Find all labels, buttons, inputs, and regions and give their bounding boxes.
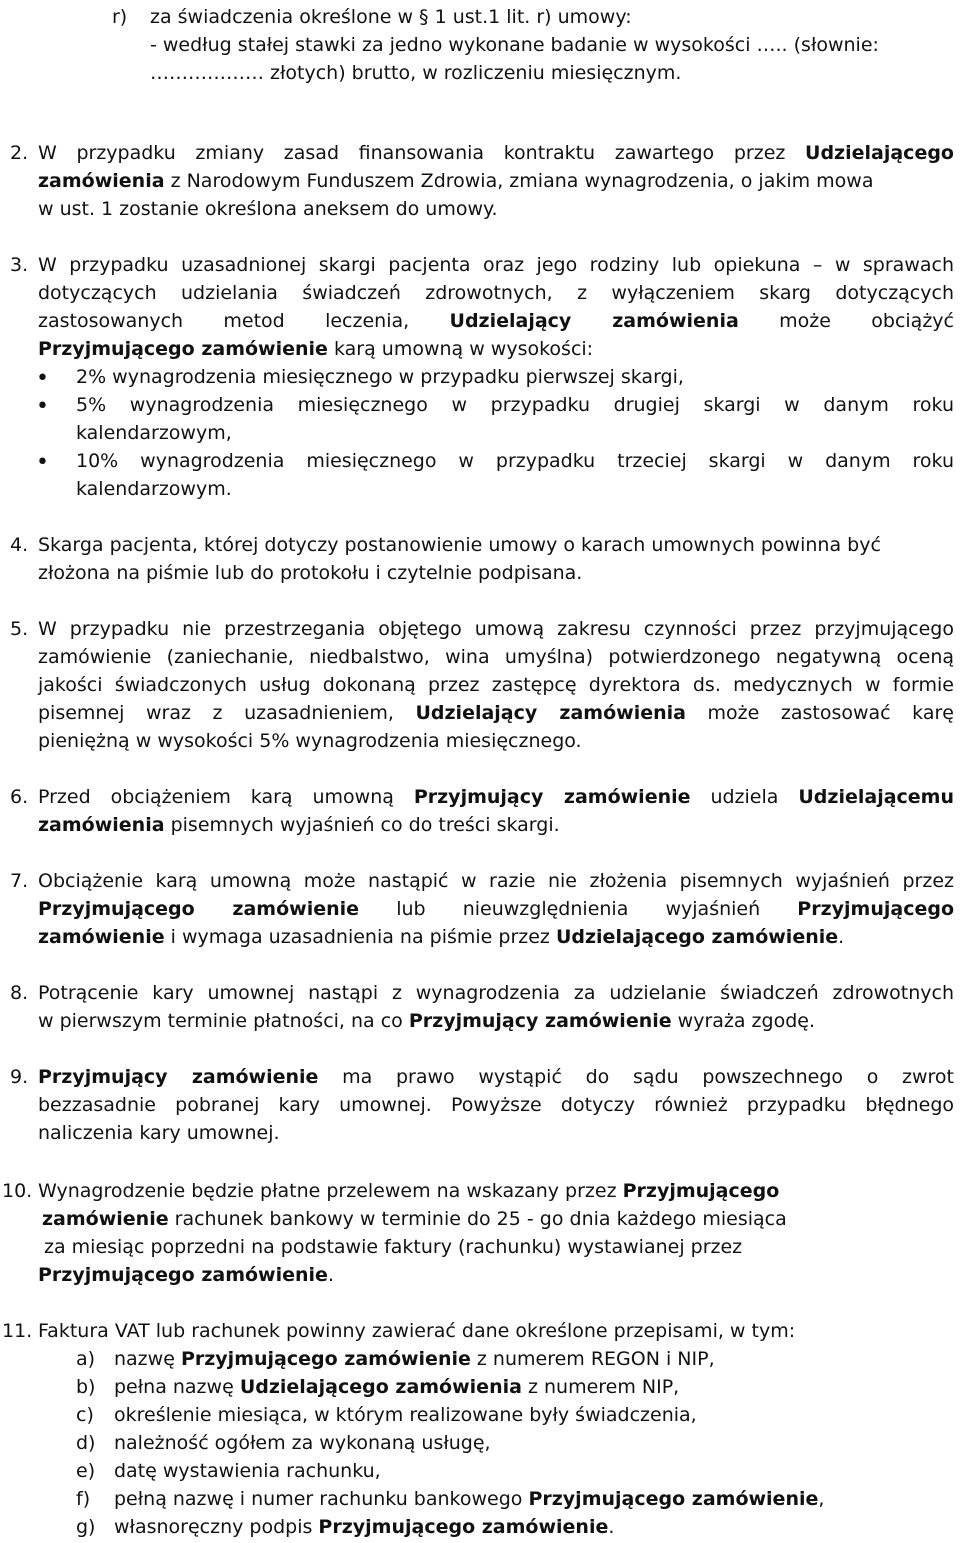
clause-r-line-2: - według stałej stawki za jedno wykonane badanie w wysokości ….. (słownie: <box>150 34 879 56</box>
paragraph-7-line-1: Obciążenie karą umowną może nastąpić w razie nie złożenia pisemnych wyjaśnień przez <box>38 870 954 892</box>
invoice-item-e: datę wystawienia rachunku, <box>114 1460 381 1482</box>
paragraph-3-line-2: dotyczących udzielania świadczeń zdrowotnych, z wyłączeniem skarg dotyczących <box>38 282 954 304</box>
bullet-icon: • <box>36 450 49 475</box>
invoice-item-d-marker: d) <box>76 1432 96 1454</box>
paragraph-8-line-2: w pierwszym terminie płatności, na co Przyjmujący zamówienie wyraża zgodę. <box>38 1010 816 1032</box>
list-marker-r: r) <box>112 6 128 28</box>
paragraph-5-line-3: jakości świadczonych usług dokonaną przez zastępcę dyrektora ds. medycznych w formie <box>38 674 954 696</box>
paragraph-4-line-2: złożona na piśmie lub do protokołu i czytelnie podpisana. <box>38 562 583 584</box>
paragraph-8-number: 8. <box>10 982 29 1004</box>
invoice-item-g-marker: g) <box>76 1516 96 1538</box>
invoice-item-b: pełna nazwę Udzielającego zamówienia z numerem NIP, <box>114 1376 680 1398</box>
paragraph-5-line-4: pisemnej wraz z uzasadnieniem, Udzielający zamówienia może zastosować karę <box>38 702 954 724</box>
clause-r-line-3: ……………… złotych) brutto, w rozliczeniu miesięcznym. <box>150 62 682 84</box>
clause-r-line-1: za świadczenia określone w § 1 ust.1 lit. r) umowy: <box>150 6 632 28</box>
paragraph-9-line-2: bezzasadnie pobranej kary umownej. Powyższe dotyczy również przypadku błędnego <box>38 1094 954 1116</box>
paragraph-3-line-1: W przypadku uzasadnionej skargi pacjenta oraz jego rodziny lub opiekuna – w sprawach <box>38 254 954 276</box>
paragraph-2-line-3: w ust. 1 zostanie określona aneksem do umowy. <box>38 198 498 220</box>
paragraph-4-number: 4. <box>10 534 29 556</box>
paragraph-9-number: 9. <box>10 1066 29 1088</box>
invoice-item-e-marker: e) <box>76 1460 96 1482</box>
invoice-item-f-marker: f) <box>76 1488 91 1510</box>
invoice-item-g: własnoręczny podpis Przyjmującego zamówienie. <box>114 1516 615 1538</box>
paragraph-5-number: 5. <box>10 618 29 640</box>
invoice-item-f: pełną nazwę i numer rachunku bankowego Przyjmującego zamówienie, <box>114 1488 825 1510</box>
bullet-icon: • <box>36 366 49 391</box>
paragraph-5-line-2: zamówienie (zaniechanie, niedbalstwo, wina umyślna) potwierdzonego negatywną oceną <box>38 646 954 668</box>
paragraph-11-number: 11. <box>2 1320 33 1342</box>
bullet-item-3-line-2: kalendarzowym. <box>76 478 232 500</box>
paragraph-6-number: 6. <box>10 786 29 808</box>
paragraph-4-line-1: Skarga pacjenta, której dotyczy postanowienie umowy o karach umownych powinna być <box>38 534 881 556</box>
paragraph-5-line-1: W przypadku nie przestrzegania objętego umową zakresu czynności przez przyjmującego <box>38 618 954 640</box>
paragraph-11-line-1: Faktura VAT lub rachunek powinny zawierać dane określone przepisami, w tym: <box>38 1320 796 1342</box>
paragraph-6-line-2: zamówienia pisemnych wyjaśnień co do treści skargi. <box>38 814 560 836</box>
paragraph-3-number: 3. <box>10 254 29 276</box>
paragraph-10-line-1: Wynagrodzenie będzie płatne przelewem na wskazany przez Przyjmującego <box>38 1180 780 1202</box>
bullet-item-2-line-2: kalendarzowym, <box>76 422 232 444</box>
paragraph-10-line-4: Przyjmującego zamówienie. <box>38 1264 334 1286</box>
bullet-icon: • <box>36 394 49 419</box>
paragraph-8-line-1: Potrącenie kary umownej nastąpi z wynagrodzenia za udzielanie świadczeń zdrowotnych <box>38 982 954 1004</box>
bullet-item-3-line-1: 10% wynagrodzenia miesięcznego w przypadku trzeciej skargi w danym roku <box>76 450 954 472</box>
paragraph-3-line-3: zastosowanych metod leczenia, Udzielający zamówienia może obciążyć <box>38 310 954 332</box>
paragraph-6-line-1: Przed obciążeniem karą umowną Przyjmujący zamówienie udziela Udzielającemu <box>38 786 955 808</box>
invoice-item-c: określenie miesiąca, w którym realizowane były świadczenia, <box>114 1404 697 1426</box>
paragraph-10-line-2: zamówienie rachunek bankowy w terminie do 25 - go dnia każdego miesiąca <box>42 1208 787 1230</box>
paragraph-9-line-1: Przyjmujący zamówienie ma prawo wystąpić do sądu powszechnego o zwrot <box>38 1066 954 1088</box>
paragraph-7-line-3: zamówienie i wymaga uzasadnienia na piśmie przez Udzielającego zamówienie. <box>38 926 845 948</box>
paragraph-2-line-1: W przypadku zmiany zasad finansowania kontraktu zawartego przez Udzielającego <box>38 142 954 164</box>
invoice-item-d: należność ogółem za wykonaną usługę, <box>114 1432 491 1454</box>
paragraph-10-line-3: za miesiąc poprzedni na podstawie faktury (rachunku) wystawianej przez <box>44 1236 743 1258</box>
bullet-item-1: 2% wynagrodzenia miesięcznego w przypadku pierwszej skargi, <box>76 366 684 388</box>
invoice-item-a-marker: a) <box>76 1348 96 1370</box>
paragraph-2-line-2: zamówienia z Narodowym Funduszem Zdrowia, zmiana wynagrodzenia, o jakim mowa <box>38 170 874 192</box>
bullet-item-2-line-1: 5% wynagrodzenia miesięcznego w przypadku drugiej skargi w danym roku <box>76 394 954 416</box>
paragraph-3-line-4: Przyjmującego zamówienie karą umowną w wysokości: <box>38 338 594 360</box>
paragraph-10-number: 10. <box>2 1180 33 1202</box>
paragraph-9-line-3: naliczenia kary umownej. <box>38 1122 280 1144</box>
invoice-item-a: nazwę Przyjmującego zamówienie z numerem REGON i NIP, <box>114 1348 715 1370</box>
invoice-item-c-marker: c) <box>76 1404 94 1426</box>
paragraph-5-line-5: pieniężną w wysokości 5% wynagrodzenia miesięcznego. <box>38 730 582 752</box>
paragraph-7-number: 7. <box>10 870 29 892</box>
paragraph-7-line-2: Przyjmującego zamówienie lub nieuwzględnienia wyjaśnień Przyjmującego <box>38 898 955 920</box>
paragraph-2-number: 2. <box>10 142 29 164</box>
invoice-item-b-marker: b) <box>76 1376 96 1398</box>
